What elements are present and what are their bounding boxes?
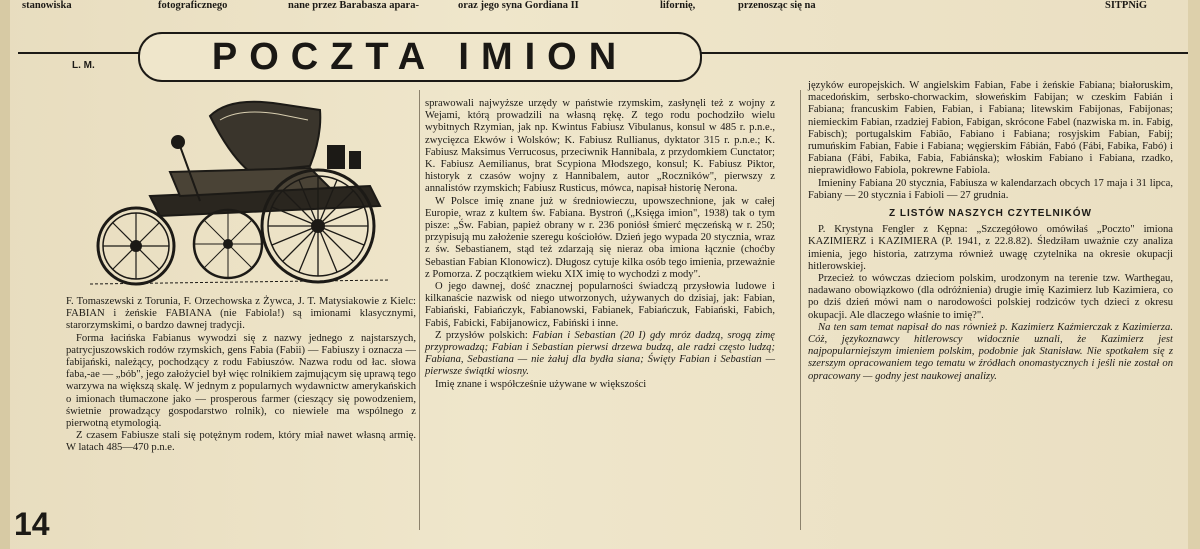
top-fragment: stanowiska <box>22 0 72 11</box>
column-header <box>18 30 1188 82</box>
top-fragment: SITPNiG <box>1105 0 1148 11</box>
paragraph: Forma łacińska Fabianus wywodzi się z nazwy jednego z najstarszych, patrycjuszowskich rodów rzymskich, gens Fabia (Fabii) — Fabiuszy i oznacza — fabijański, należący, pochodzący z rodu Fabiuszów. Nazwa rodu od łac. słowa faba,-ae — „bób", jego założyciel był więc rolnikiem zajmującym się uprawą tego warzywa na większą skalę. W jednym z popularnych wydawnictw amerykańskich o imionach tłumaczone jako — prosperous farmer (cieszący się powodzeniem, świetnie prowadzący gospodarstwo rolnik), co niewiele ma wspólnego z pierwotną etymologią. <box>66 332 416 430</box>
proverbs-intro: Z przysłów polskich: <box>435 329 528 341</box>
column-divider <box>419 90 420 530</box>
paragraph: W Polsce imię znane już w średniowieczu, upowszechnione, jak w całej Europie, wraz z kultem św. Fabiana. Bystroń („Księga imion", 1938) tak o tym pisze: „Św. Fabian, papież obrany w r. 236 poniósł śmierć męczeńską w r. 250; przypisują mu założenie szeregu kościołów. Dzień jego wypada 20 stycznia, wraz z św. Sebastianem, stąd też zdarzają się nieraz oba imiona łącznie (choćby Sebastian Fabian Klonowicz). Długosz cytuje kilka osób tego imienia, przeważnie z Pomorza. Z początkiem wieku XIX imię to wychodzi z mody". <box>425 195 775 280</box>
top-fragment: przenosząc się na <box>738 0 816 11</box>
page-edge-right <box>1188 0 1200 549</box>
paragraph: Na ten sam temat napisał do nas również p. Kazimierz Kaźmierczak z Kazimierza. Cóż, językoznawcy hitlerowscy widocznie uznali, że Kazimierz jest najpopularniejszym imieniem polskim, podobnie jak Stanisław. Nie spotkałem się z szerszym opracowaniem tego tematu w źródłach onomastycznych i jeśli nie został on opracowany — godny jest naukowej analizy. <box>808 321 1173 382</box>
top-fragment: fotograficznego <box>158 0 228 11</box>
header-rule-left <box>18 52 140 54</box>
column-divider <box>800 90 801 530</box>
author-initials: L. M. <box>72 60 95 71</box>
paragraph: Imieniny Fabiana 20 stycznia, Fabiusza w kalendarzach obcych 17 maja i 31 lipca, Fabiany — 20 stycznia i Fabioli — 27 grudnia. <box>808 177 1173 201</box>
column-1 <box>66 296 416 455</box>
paragraph <box>425 330 775 379</box>
section-heading: Z LISTÓW NASZYCH CZYTELNIKÓW <box>889 208 1092 220</box>
paragraph: F. Tomaszewski z Torunia, F. Orzechowska z Żywca, J. T. Matysiakowie z Kielc: FABIAN i żeńskie FABIANA (nie Fabiola!) są imionami klasycznymi, starorzymskimi, o bardzo dawnej tradycji. <box>66 296 416 332</box>
header-rule-right <box>698 52 1188 54</box>
paragraph: Przecież to wówczas dzieciom polskim, urodzonym na terenie tzw. Warthegau, nadawano obowiązkowo (dla odróżnienia) drugie imię Kazimierz lub Kazimiera, co po dziś dzień mówi nam o narodowości polskiej rodziców tych dzieci z okresu okupacji. Ale dlaczego właśnie to imię?". <box>808 273 1173 321</box>
top-fragment: oraz jego syna Gordiana II <box>458 0 579 11</box>
paragraph: języków europejskich. W angielskim Fabian, Fabe i żeńskie Fabiana; białoruskim, macedońskim, serbsko-chorwackim, słoweńskim Fabijan; w czeskim Fabián i Fabiana; francuskim Fabien, Fabian, i Fabiana; litewskim Fabijonas, Fabijonas; niemieckim Fabian, rzadziej Fabion, Fabigan, skrócone Fabel (nazwiska m. in. Fabig, Fabisch); portugalskim Fabião, Fabiano i Fabiana; rosyjskim Fabian, Fabij; rumuńskim Fabian, Fabie i Fabiana; węgierskim Fábián, Fabó (Fábi, Fabika, Fabó) i Fabiana (Fábi, Fabika, Fabia, Fabiánska); włoskim Fabiano i Fabiana, rzadko, nieprawidłowo Fabiola, pokrewne Fabiola. <box>808 80 1173 177</box>
proverbs: Fabian i Sebastian (20 I) gdy mróz dadzą, srogą zimę przyprowadzą; Fabian i Sebastian pierwsi drzewa budzą, ale radzi często ludzą; Fabiana, Sebastiana — nie żałuj dla bydła siana; Święty Fabian i Sebastian — pierwsze świątki wiosny. <box>425 329 775 378</box>
column-3 <box>808 80 1173 383</box>
paragraph: Z czasem Fabiusze stali się potężnym rodem, który miał nawet własną armię. W latach 485—470 p.n.e. <box>66 430 416 454</box>
paragraph: O jego dawnej, dość znacznej popularności świadczą przysłowia ludowe i kilkanaście nazwisk od niego utworzonych, używanych do dzisiaj, jak: Fabian, Fabiański, Fabiańczyk, Fabianowski, Fabianek, Fabiańczuk, Fabiański, Fabich, Fabiś, Fabicki, Fabijanowicz, Fabiński i inne. <box>425 281 775 329</box>
page-number: 14 <box>14 506 50 542</box>
cut-off-previous-text <box>0 0 1200 14</box>
paragraph: P. Krystyna Fengler z Kępna: „Szczegółowo omówiłaś „Poczto" imiona KAZIMIERZ i KAZIMIERA (P. 1941, z 22.8.82). Śledziłam uważnie czy analiza imienia, jego historia, zatrzyma również uwagę czytelnika na okresie okupacji hitlerowskiej. <box>808 224 1173 272</box>
page-title: POCZTA IMION <box>211 35 629 78</box>
vintage-car-illustration <box>60 76 412 290</box>
page-edge-left <box>0 0 10 549</box>
title-cartouche <box>138 32 702 82</box>
paragraph: sprawowali najwyższe urzędy w państwie rzymskim, zasłynęli też z wojny z Wejami, którą prowadzili na własną rękę. Z tego rodu pochodziło wielu wybitnych Rzymian, jak np. Kwintus Fabiusz Vibulanus, konsul w 485 r. p.n.e., zwycięzca Ekwów i Wolsków; K. Fabiusz Rullianus, dyktator 315 r. p.n.e.; K. Fabiusz Maksimus Verrucosus, przeciwnik Hannibala, z przydomkiem Cunctator; K. Fabiusz Aemilianus, brat Scypiona Młodszego, konsul; K. Fabiusz Piktor, historyk z czasów wojny z Hannibalem, autor „Roczników", pierwszy z annalistów rzymskich; Fabiusz Rusticus, mówca, napisał historię Nerona. <box>425 98 775 195</box>
paragraph: Imię znane i współcześnie używane w większości <box>435 378 647 390</box>
column-2 <box>425 98 775 391</box>
top-fragment: lifornię, <box>660 0 696 11</box>
top-fragment: nane przez Barabasza apara- <box>288 0 419 11</box>
